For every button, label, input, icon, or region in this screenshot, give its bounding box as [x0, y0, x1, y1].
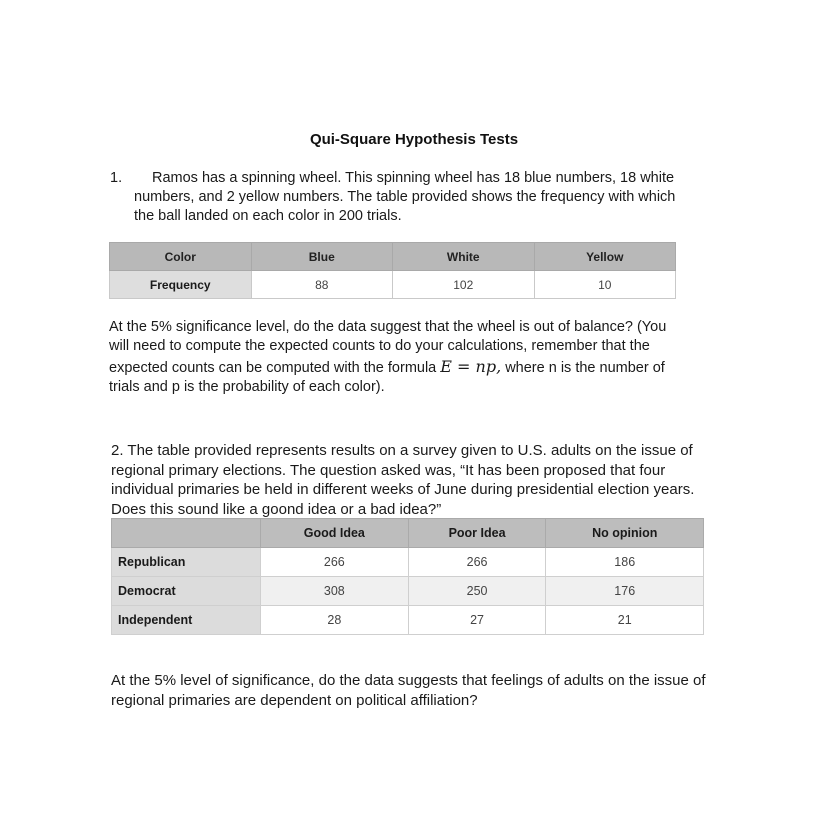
- table-row: [112, 577, 704, 606]
- table-cell: 10: [534, 271, 676, 299]
- header-cell: Color: [110, 243, 252, 271]
- table-row: [112, 548, 704, 577]
- header-cell: Good Idea: [261, 519, 409, 548]
- table-cell: 186: [546, 548, 704, 577]
- table-cell: 266: [408, 548, 546, 577]
- table-cell: 28: [261, 606, 409, 635]
- header-cell: Poor Idea: [408, 519, 546, 548]
- table-row: [112, 606, 704, 635]
- row-label: Republican: [112, 548, 261, 577]
- table-header-row: [112, 519, 704, 548]
- header-cell: Yellow: [534, 243, 676, 271]
- table-cell: 176: [546, 577, 704, 606]
- table-cell: 88: [251, 271, 393, 299]
- expected-count-formula: E = np,: [440, 356, 502, 376]
- header-cell: No opinion: [546, 519, 704, 548]
- row-label: Democrat: [112, 577, 261, 606]
- question-1: [110, 169, 690, 226]
- question-1-prompt-part1: At the 5% significance level, do the data suggest that the wheel is out of balance? (You will need to compute the expected counts to do your calculations, remember that the expected counts can be computed with the formula: [109, 319, 667, 376]
- question-1-number: 1.: [110, 170, 123, 186]
- table-header-row: [110, 243, 676, 271]
- question-2-text: 2. The table provided represents results on a survey given to U.S. adults on the issue of regional primary elections. The question asked was, “It has been proposed that four individual primaries be held in different weeks of June during presidential election years. Does this sound like a goond idea or a bad idea?”: [111, 442, 695, 518]
- table-cell: 250: [408, 577, 546, 606]
- table-cell: 27: [408, 606, 546, 635]
- row-label: Frequency: [110, 271, 252, 299]
- question-2-prompt: At the 5% level of significance, do the data suggests that feelings of adults on the issue of regional primaries are dependent on political affiliation?: [111, 672, 706, 709]
- table-cell: 266: [261, 548, 409, 577]
- question-1-prompt-part2: where n is the number of trials and p is the probability of each color).: [109, 359, 665, 396]
- table-cell: 102: [393, 271, 535, 299]
- color-frequency-table: [109, 242, 676, 299]
- question-1-prompt: [109, 318, 684, 398]
- row-label: Independent: [112, 606, 261, 635]
- table-row: [110, 271, 676, 299]
- question-1-text: Ramos has a spinning wheel. This spinning wheel has 18 blue numbers, 18 white numbers, and 2 yellow numbers. The table provided shows the frequency with which the ball landed on each color in 200 trials.: [134, 170, 676, 224]
- table-cell: 308: [261, 577, 409, 606]
- header-cell: Blue: [251, 243, 393, 271]
- survey-results-table: [111, 518, 704, 635]
- header-cell: [112, 519, 261, 548]
- page-title: Qui-Square Hypothesis Tests: [309, 131, 519, 148]
- table-cell: 21: [546, 606, 704, 635]
- header-cell: White: [393, 243, 535, 271]
